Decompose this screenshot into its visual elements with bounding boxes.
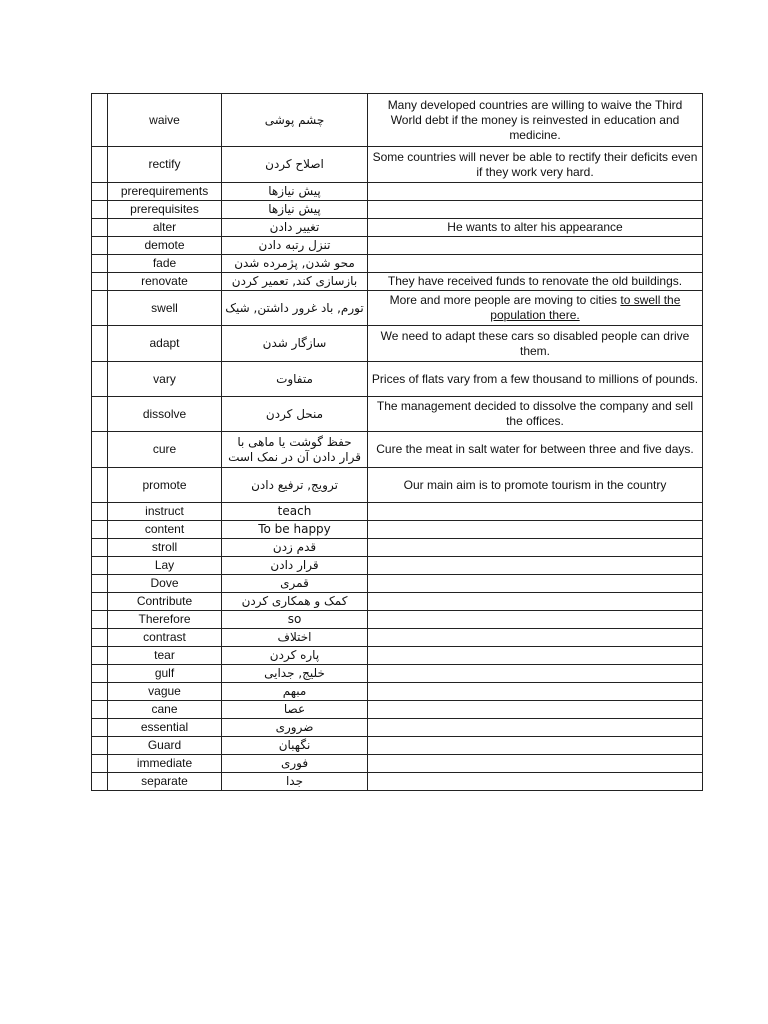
meaning-cell: پاره کردن [222,647,368,665]
index-cell [92,665,108,683]
word-cell: demote [108,237,222,255]
meaning-cell: so [222,611,368,629]
meaning-cell: پیش نیازها [222,201,368,219]
meaning-cell: خلیج, جدایی [222,665,368,683]
example-cell [368,539,703,557]
word-cell: dissolve [108,397,222,432]
word-cell: prerequisites [108,201,222,219]
vocabulary-table [91,93,703,791]
word-cell: adapt [108,326,222,362]
meaning-cell: کمک و همکاری کردن [222,593,368,611]
word-cell: cane [108,701,222,719]
index-cell [92,397,108,432]
index-cell [92,557,108,575]
meaning-cell: تغییر دادن [222,219,368,237]
table-row [92,397,703,432]
word-cell: essential [108,719,222,737]
example-cell [368,255,703,273]
word-cell: stroll [108,539,222,557]
example-cell [368,291,703,326]
example-cell [368,665,703,683]
meaning-cell: تورم, باد غرور داشتن, شیک [222,291,368,326]
index-cell [92,291,108,326]
example-cell [368,201,703,219]
table-row [92,773,703,791]
table-row [92,593,703,611]
index-cell [92,683,108,701]
word-cell: rectify [108,147,222,183]
example-cell: He wants to alter his appearance [368,219,703,237]
meaning-cell: نگهبان [222,737,368,755]
example-cell [368,737,703,755]
table-row [92,557,703,575]
example-cell [368,719,703,737]
example-cell: We need to adapt these cars so disabled people can drive them. [368,326,703,362]
example-cell [368,593,703,611]
word-cell: renovate [108,273,222,291]
word-cell: prerequirements [108,183,222,201]
meaning-cell: قمری [222,575,368,593]
meaning-cell: اصلاح کردن [222,147,368,183]
index-cell [92,521,108,539]
table-row [92,665,703,683]
example-underlined-text: to swell the population there. [490,293,681,322]
index-cell [92,273,108,291]
index-cell [92,773,108,791]
index-cell [92,362,108,397]
table-row [92,255,703,273]
index-cell [92,719,108,737]
example-cell [368,557,703,575]
table-row [92,539,703,557]
table-row [92,719,703,737]
index-cell [92,255,108,273]
meaning-cell: اختلاف [222,629,368,647]
table-row [92,326,703,362]
example-cell: Many developed countries are willing to waive the Third World debt if the money is reinvested in education and medicine. [368,94,703,147]
table-row [92,647,703,665]
example-cell [368,611,703,629]
index-cell [92,611,108,629]
index-cell [92,629,108,647]
meaning-cell: تنزل رتبه دادن [222,237,368,255]
index-cell [92,755,108,773]
example-cell: The management decided to dissolve the company and sell the offices. [368,397,703,432]
table-row [92,147,703,183]
index-cell [92,432,108,468]
example-cell [368,683,703,701]
example-cell [368,773,703,791]
meaning-cell: فوری [222,755,368,773]
table-row [92,273,703,291]
index-cell [92,575,108,593]
example-cell [368,647,703,665]
word-cell: fade [108,255,222,273]
meaning-cell: پیش نیازها [222,183,368,201]
meaning-cell: ترویج, ترفیع دادن [222,468,368,503]
word-cell: vague [108,683,222,701]
meaning-cell: مبهم [222,683,368,701]
table-row [92,629,703,647]
index-cell [92,647,108,665]
index-cell [92,539,108,557]
example-text: More and more people are moving to cities [389,293,621,307]
table-row [92,362,703,397]
table-row [92,611,703,629]
example-cell [368,575,703,593]
meaning-cell: بازسازی کند, تعمیر کردن [222,273,368,291]
word-cell: immediate [108,755,222,773]
table-row [92,503,703,521]
index-cell [92,219,108,237]
index-cell [92,326,108,362]
word-cell: Contribute [108,593,222,611]
table-row [92,201,703,219]
table-row [92,575,703,593]
word-cell: gulf [108,665,222,683]
word-cell: separate [108,773,222,791]
meaning-cell: جدا [222,773,368,791]
table-row [92,521,703,539]
table-row [92,701,703,719]
index-cell [92,737,108,755]
example-cell: Some countries will never be able to rectify their deficits even if they work very hard. [368,147,703,183]
word-cell: swell [108,291,222,326]
index-cell [92,503,108,521]
table-row [92,737,703,755]
index-cell [92,183,108,201]
word-cell: instruct [108,503,222,521]
example-cell [368,701,703,719]
word-cell: Therefore [108,611,222,629]
example-cell [368,521,703,539]
index-cell [92,593,108,611]
example-cell: They have received funds to renovate the old buildings. [368,273,703,291]
table-row [92,683,703,701]
meaning-cell: سازگار شدن [222,326,368,362]
word-cell: alter [108,219,222,237]
meaning-cell: teach [222,503,368,521]
meaning-cell: حفظ گوشت یا ماهی با قرار دادن آن در نمک است [222,432,368,468]
meaning-cell: منحل کردن [222,397,368,432]
index-cell [92,94,108,147]
word-cell: Guard [108,737,222,755]
word-cell: waive [108,94,222,147]
meaning-cell: عصا [222,701,368,719]
example-cell [368,503,703,521]
meaning-cell: محو شدن, پژمرده شدن [222,255,368,273]
table-row [92,468,703,503]
table-row [92,755,703,773]
table-row [92,432,703,468]
index-cell [92,468,108,503]
example-cell [368,183,703,201]
index-cell [92,701,108,719]
index-cell [92,201,108,219]
meaning-cell: To be happy [222,521,368,539]
word-cell: contrast [108,629,222,647]
example-cell [368,237,703,255]
word-cell: promote [108,468,222,503]
table-row [92,183,703,201]
table-row [92,291,703,326]
word-cell: tear [108,647,222,665]
example-cell: Prices of flats vary from a few thousand to millions of pounds. [368,362,703,397]
example-cell [368,755,703,773]
table-row [92,94,703,147]
index-cell [92,147,108,183]
meaning-cell: ضروری [222,719,368,737]
meaning-cell: قدم زدن [222,539,368,557]
meaning-cell: قرار دادن [222,557,368,575]
word-cell: Dove [108,575,222,593]
word-cell: vary [108,362,222,397]
example-cell: Cure the meat in salt water for between three and five days. [368,432,703,468]
word-cell: cure [108,432,222,468]
word-cell: Lay [108,557,222,575]
example-cell [368,629,703,647]
table-row [92,237,703,255]
meaning-cell: متفاوت [222,362,368,397]
word-cell: content [108,521,222,539]
meaning-cell: چشم پوشی [222,94,368,147]
index-cell [92,237,108,255]
table-row [92,219,703,237]
example-cell: Our main aim is to promote tourism in the country [368,468,703,503]
